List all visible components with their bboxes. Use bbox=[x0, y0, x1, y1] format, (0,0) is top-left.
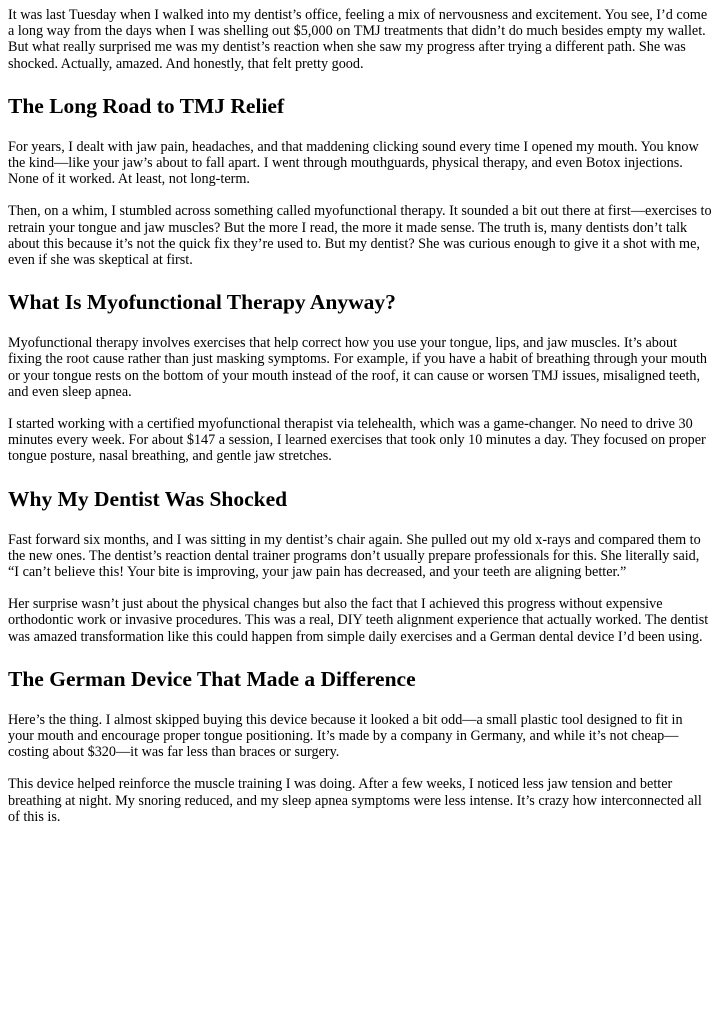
paragraph: Her surprise wasn’t just about the physical changes but also the fact that I achieved this progress without expensive orthodontic work or invasive procedures. This was a real, DIY teeth alignment experience that actually worked. The dentist was amazed transformation like this could happen from simple daily exercises and a German dental device I’d been using. bbox=[8, 596, 709, 645]
section-heading: What Is Myofunctional Therapy Anyway? bbox=[8, 290, 396, 315]
intro-paragraph: It was last Tuesday when I walked into my dentist’s office, feeling a mix of nervousness and excitement. You see, I’d come a long way from the days when I was shelling out $5,000 on TMJ treatments that didn’t do much besides empty my wallet. But what really surprised me was my dentist’s reaction when she saw my progress after trying a different path. She was shocked. Actually, amazed. And honestly, that felt pretty good. bbox=[8, 7, 708, 72]
paragraph: This device helped reinforce the muscle training I was doing. After a few weeks, I noticed less jaw tension and better breathing at night. My snoring reduced, and my sleep apnea symptoms were less intense. It’s crazy how interconnected all of this is. bbox=[8, 776, 702, 825]
paragraph: Here’s the thing. I almost skipped buying this device because it looked a bit odd—a small plastic tool designed to fit in your mouth and encourage proper tongue positioning. It’s made by a company in Germany, and while it’s not cheap—costing about $320—it was far less than braces or surgery. bbox=[8, 711, 683, 761]
paragraph: Then, on a whim, I stumbled across something called myofunctional therapy. It sounded a bit out there at first—exercises to retrain your tongue and jaw muscles? But the more I read, the more it made sense. The truth is, many dentists don’t talk about this because it’s not the quick fix they’re used to. But my dentist? She was curious enough to give it a shot with me, even if she was skeptical at first. bbox=[8, 203, 712, 269]
section-heading: The German Device That Made a Difference bbox=[8, 666, 416, 691]
section-heading: The Long Road to TMJ Relief bbox=[8, 93, 285, 118]
paragraph: For years, I dealt with jaw pain, headaches, and that maddening clicking sound every time I opened my mouth. You know the kind—like your jaw’s about to fall apart. I went through mouthguards, physical therapy, and even Botox injections. None of it worked. At least, not long-term. bbox=[8, 138, 699, 188]
paragraph: Fast forward six months, and I was sitting in my dentist’s chair again. She pulled out my old x-rays and compared them to the new ones. The dentist’s reaction dental trainer programs don’t usually prepare professionals for this. She literally said, “I can’t believe this! Your bite is improving, your jaw pain has decreased, and your teeth are aligning better.” bbox=[8, 531, 701, 581]
paragraph: Myofunctional therapy involves exercises that help correct how you use your tongue, lips, and jaw muscles. It’s about fixing the root cause rather than just masking symptoms. For example, if you have a habit of breathing through your mouth or your tongue rests on the bottom of your mouth instead of the roof, it can cause or worsen TMJ issues, misaligned teeth, and even sleep apnea. bbox=[8, 335, 707, 400]
section-heading: Why My Dentist Was Shocked bbox=[8, 486, 288, 511]
section-tmj-relief bbox=[8, 94, 712, 268]
section-myofunctional-therapy bbox=[8, 290, 712, 464]
section-dentist-shocked bbox=[8, 487, 712, 645]
paragraph: I started working with a certified myofunctional therapist via telehealth, which was a game-changer. No need to drive 30 minutes every week. For about $147 a session, I learned exercises that took only 10 minutes a day. They focused on proper tongue posture, nasal breathing, and gentle jaw stretches. bbox=[8, 416, 706, 465]
section-german-device bbox=[8, 667, 712, 825]
